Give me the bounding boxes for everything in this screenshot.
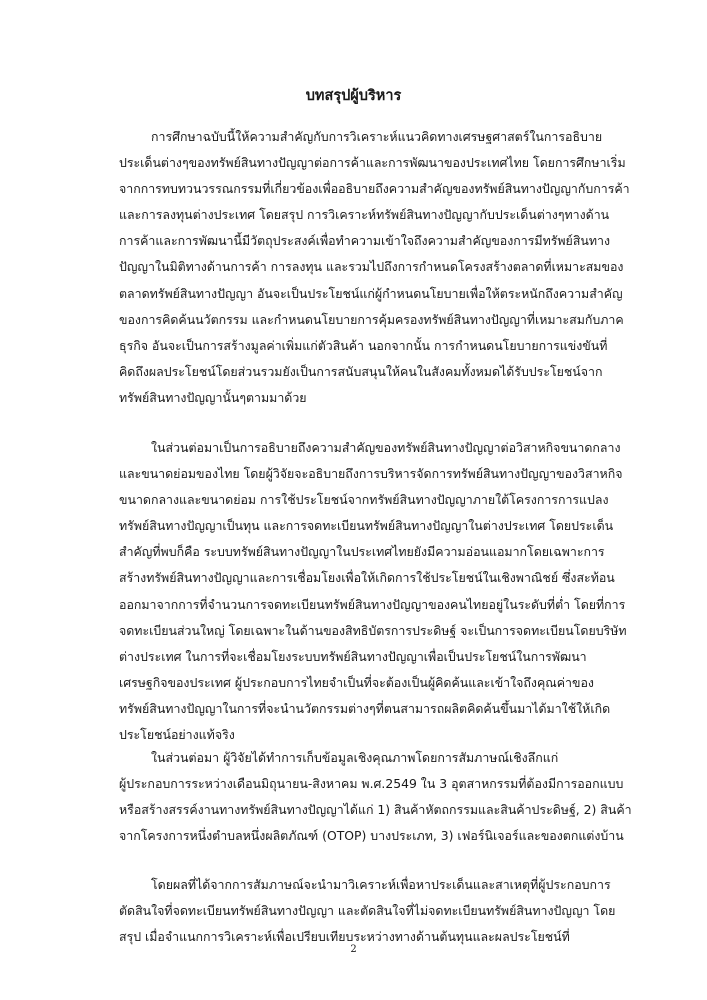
paragraph-line: ทรัพย์สินทางปัญญาเป็นทุน และการจดทะเบียนทรัพย์สินทางปัญญาในต่างประเทศ โดยประเด็น — [119, 518, 614, 534]
paragraph-line: ประโยชน์อย่างแท้จริง — [119, 727, 235, 743]
paragraph-line: หรือสร้างสรรค์งานทางทรัพย์สินทางปัญญาได้แก่ 1) สินค้าหัตถกรรมและสินค้าประดิษฐ์, 2) สินค้า — [119, 802, 632, 818]
paragraph-line: เศรษฐกิจของประเทศ ผู้ประกอบการไทยจำเป็นที่จะต้องเป็นผู้คิดค้นและเข้าใจถึงคุณค่าของ — [119, 674, 594, 690]
paragraph-line: คิดถึงผลประโยชน์โดยส่วนรวมยังเป็นการสนับสนุนให้คนในสังคมทั้งหมดได้รับประโยชน์จาก — [119, 363, 603, 379]
paragraph-line: และการลงทุนต่างประเทศ โดยสรุป การวิเคราะห์ทรัพย์สินทางปัญญากับประเด็นต่างๆทางด้าน — [119, 207, 610, 223]
paragraph-line: ในส่วนต่อมา ผู้วิจัยได้ทำการเก็บข้อมูลเชิงคุณภาพโดยการสัมภาษณ์เชิงลึกแก่ — [151, 750, 559, 765]
paragraph-line: ประเด็นต่างๆของทรัพย์สินทางปัญญาต่อการค้าและการพัฒนาของประเทศไทย โดยการศึกษาเริ่ม — [119, 155, 626, 171]
paragraph-line: ในส่วนต่อมาเป็นการอธิบายถึงความสำคัญของทรัพย์สินทางปัญญาต่อวิสาหกิจขนาดกลาง — [151, 440, 621, 455]
paragraph-line: ออกมาจากการที่จำนวนการจดทะเบียนทรัพย์สินทางปัญญาของคนไทยอยู่ในระดับที่ต่ำ โดยที่การ — [119, 596, 626, 612]
paragraph-line: ปัญญาในมิติทางด้านการค้า การลงทุน และรวมไปถึงการกำหนดโครงสร้างตลาดที่เหมาะสมของ — [119, 259, 624, 275]
paragraph-line: ต่างประเทศ ในการที่จะเชื่อมโยงระบบทรัพย์สินทางปัญญาเพื่อเป็นประโยชน์ในการพัฒนา — [119, 648, 587, 664]
paragraph-line: สำคัญที่พบก็คือ ระบบทรัพย์สินทางปัญญาในประเทศไทยยังมีความอ่อนแอมากโดยเฉพาะการ — [119, 544, 605, 560]
paragraph-line: ตลาดทรัพย์สินทางปัญญา อันจะเป็นประโยชน์แก่ผู้กำหนดนโยบายเพื่อให้ตระหนักถึงความสำคัญ — [119, 285, 623, 301]
paragraph-line: สร้างทรัพย์สินทางปัญญาและการเชื่อมโยงเพื่อให้เกิดการใช้ประโยชน์ในเชิงพาณิชย์ ซึ่งสะท้อน — [119, 570, 615, 586]
paragraph-line: ขนาดกลางและขนาดย่อม การใช้ประโยชน์จากทรัพย์สินทางปัญญาภายใต้โครงการการแปลง — [119, 492, 609, 508]
paragraph-line: ตัดสินใจที่จดทะเบียนทรัพย์สินทางปัญญา และตัดสินใจที่ไม่จดทะเบียนทรัพย์สินทางปัญญา โดย — [119, 903, 616, 919]
paragraph-line: การศึกษาฉบับนี้ให้ความสำคัญกับการวิเคราะห์แนวคิดทางเศรษฐศาสตร์ในการอธิบาย — [151, 129, 603, 144]
page-title: บทสรุปผู้บริหาร — [305, 88, 402, 104]
paragraph-line: และขนาดย่อมของไทย โดยผู้วิจัยจะอธิบายถึงการบริหารจัดการทรัพย์สินทางปัญญาของวิสาหกิจ — [119, 466, 623, 482]
paragraph-2 — [119, 435, 647, 748]
paragraph-line: โดยผลที่ได้จากการสัมภาษณ์จะนำมาวิเคราะห์เพื่อหาประเด็นและสาเหตุที่ผู้ประกอบการ — [151, 877, 611, 892]
paragraph-line: ทรัพย์สินทางปัญญานั้นๆตามมาด้วย — [119, 389, 307, 405]
paragraph-line: ทรัพย์สินทางปัญญาในการที่จะนำนวัตกรรมต่างๆที่ตนสามารถผลิตคิดค้นขึ้นมาได้มาใช้ให้เกิด — [119, 700, 611, 716]
page-number: 2 — [350, 944, 357, 955]
paragraph-line: ธุรกิจ อันจะเป็นการสร้างมูลค่าเพิ่มแก่ตัวสินค้า นอกจากนั้น การกำหนดนโยบายการแข่งขันที่ — [119, 337, 608, 353]
paragraph-line: จดทะเบียนส่วนใหญ่ โดยเฉพาะในด้านของสิทธิบัตรการประดิษฐ์ จะเป็นการจดทะเบียนโดยบริษัท — [119, 622, 627, 638]
paragraph-line: จากโครงการหนึ่งตำบลหนึ่งผลิตภัณฑ์ (OTOP) บางประเภท, 3) เฟอร์นิเจอร์และของตกแต่งบ้าน — [119, 828, 624, 844]
paragraph-line: การค้าและการพัฒนานี้มีวัตถุประสงค์เพื่อทำความเข้าใจถึงความสำคัญของการมีทรัพย์สินทาง — [119, 233, 611, 249]
paragraph-4 — [119, 872, 647, 950]
paragraph-line: จากการทบทวนวรรณกรรมที่เกี่ยวข้องเพื่ออธิบายถึงความสำคัญของทรัพย์สินทางปัญญากับการค้า — [119, 181, 630, 197]
paragraph-line: สรุป เมื่อจำแนกการวิเคราะห์เพื่อเปรียบเทียบระหว่างทางด้านต้นทุนและผลประโยชน์ที่ — [119, 929, 570, 945]
paragraph-1 — [119, 124, 647, 411]
paragraph-line: ของการคิดค้นนวัตกรรม และกำหนดนโยบายการคุ้มครองทรัพย์สินทางปัญญาที่เหมาะสมกับภาค — [119, 311, 624, 327]
paragraph-line: ผู้ประกอบการระหว่างเดือนมิถุนายน-สิงหาคม พ.ศ.2549 ใน 3 อุตสาหกรรมที่ต้องมีการออกแบบ — [119, 776, 624, 792]
paragraph-3 — [119, 745, 647, 849]
